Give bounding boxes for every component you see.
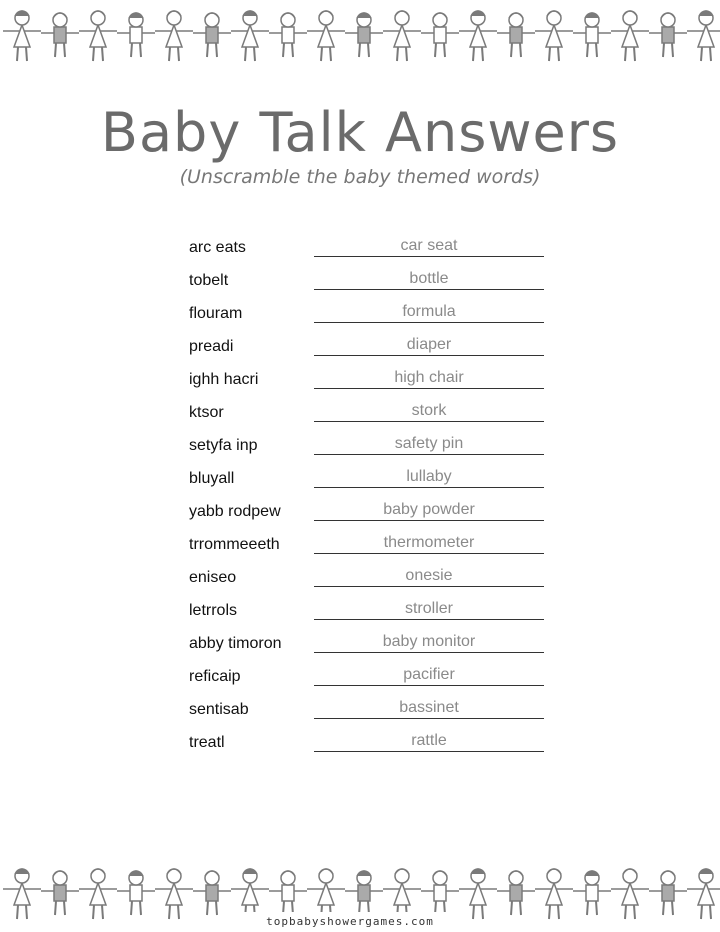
answer-line bbox=[314, 289, 544, 290]
answer-line bbox=[314, 652, 544, 653]
answer-line bbox=[314, 256, 544, 257]
child-figure-icon bbox=[383, 11, 421, 61]
scrambled-word: flouram bbox=[189, 305, 243, 322]
answer-line bbox=[314, 322, 544, 323]
answer-word: stork bbox=[411, 402, 447, 419]
child-figure-icon bbox=[3, 869, 41, 919]
list-item bbox=[0, 730, 720, 763]
answer-word: bottle bbox=[409, 270, 449, 287]
answer-line bbox=[314, 553, 544, 554]
answer-line bbox=[314, 718, 544, 719]
scrambled-word: letrrols bbox=[189, 602, 238, 619]
top-border-children bbox=[0, 2, 720, 68]
answer-word: formula bbox=[402, 303, 456, 320]
answer-word: pacifier bbox=[403, 666, 455, 683]
scrambled-word: treatl bbox=[189, 734, 225, 751]
child-figure-icon bbox=[687, 869, 720, 919]
list-item bbox=[0, 631, 720, 664]
child-figure-icon bbox=[117, 13, 155, 57]
answer-line bbox=[314, 619, 544, 620]
child-figure-icon bbox=[117, 871, 155, 915]
scrambled-word: trrommeeeth bbox=[189, 536, 280, 553]
scrambled-word: yabb rodpew bbox=[189, 503, 281, 520]
scrambled-word: arc eats bbox=[189, 239, 246, 256]
list-item bbox=[0, 532, 720, 565]
child-figure-icon bbox=[573, 871, 611, 915]
scrambled-word: tobelt bbox=[189, 272, 229, 289]
scrambled-word: preadi bbox=[189, 338, 234, 355]
scrambled-word: ktsor bbox=[189, 404, 224, 421]
child-figure-icon bbox=[459, 11, 497, 61]
answer-word: rattle bbox=[411, 732, 447, 749]
scrambled-word: bluyall bbox=[189, 470, 235, 487]
scrambled-word: reficaip bbox=[189, 668, 241, 685]
child-figure-icon bbox=[155, 11, 193, 61]
child-figure-icon bbox=[649, 871, 687, 915]
list-item bbox=[0, 664, 720, 697]
list-item bbox=[0, 598, 720, 631]
child-figure-icon bbox=[611, 869, 649, 919]
child-figure-icon bbox=[497, 871, 535, 915]
list-item bbox=[0, 367, 720, 400]
scrambled-word: abby timoron bbox=[189, 635, 282, 652]
children-holding-hands-icon bbox=[0, 2, 720, 68]
list-item bbox=[0, 697, 720, 730]
child-figure-icon bbox=[649, 13, 687, 57]
child-figure-icon bbox=[41, 871, 79, 915]
answer-line bbox=[314, 487, 544, 488]
child-figure-icon bbox=[687, 11, 720, 61]
footer-website: topbabyshowergames.com bbox=[228, 912, 472, 932]
scrambled-word: ighh hacri bbox=[189, 371, 259, 388]
answer-line bbox=[314, 454, 544, 455]
list-item bbox=[0, 235, 720, 268]
child-figure-icon bbox=[307, 11, 345, 61]
answer-word: onesie bbox=[405, 567, 453, 584]
child-figure-icon bbox=[269, 13, 307, 57]
page-title: Baby Talk Answers bbox=[100, 101, 620, 164]
answer-word: thermometer bbox=[383, 534, 475, 551]
child-figure-icon bbox=[79, 11, 117, 61]
answer-line bbox=[314, 355, 544, 356]
child-figure-icon bbox=[535, 869, 573, 919]
child-figure-icon bbox=[345, 13, 383, 57]
answer-line bbox=[314, 586, 544, 587]
child-figure-icon bbox=[3, 11, 41, 61]
child-figure-icon bbox=[269, 871, 307, 915]
answer-word: stroller bbox=[404, 600, 453, 617]
child-figure-icon bbox=[497, 13, 535, 57]
child-figure-icon bbox=[535, 11, 573, 61]
child-figure-icon bbox=[41, 13, 79, 57]
list-item bbox=[0, 499, 720, 532]
child-figure-icon bbox=[193, 871, 231, 915]
answer-word: baby monitor bbox=[382, 633, 476, 650]
child-figure-icon bbox=[421, 13, 459, 57]
list-item bbox=[0, 400, 720, 433]
list-item bbox=[0, 301, 720, 334]
answer-line bbox=[314, 421, 544, 422]
scrambled-word: sentisab bbox=[189, 701, 249, 718]
child-figure-icon bbox=[421, 871, 459, 915]
answer-word: baby powder bbox=[383, 501, 475, 518]
answer-line bbox=[314, 388, 544, 389]
list-item bbox=[0, 433, 720, 466]
answer-word: diaper bbox=[406, 336, 452, 353]
list-item bbox=[0, 268, 720, 301]
child-figure-icon bbox=[573, 13, 611, 57]
scrambled-word: eniseo bbox=[189, 569, 237, 586]
child-figure-icon bbox=[231, 11, 269, 61]
child-figure-icon bbox=[79, 869, 117, 919]
answer-word: safety pin bbox=[394, 435, 464, 452]
answer-line bbox=[314, 685, 544, 686]
list-item bbox=[0, 565, 720, 598]
page-subtitle: (Unscramble the baby themed words) bbox=[179, 166, 541, 188]
child-figure-icon bbox=[611, 11, 649, 61]
answer-word: high chair bbox=[394, 369, 464, 386]
answer-line bbox=[314, 520, 544, 521]
scrambled-word: setyfa inp bbox=[189, 437, 258, 454]
answer-word: lullaby bbox=[406, 468, 452, 485]
child-figure-icon bbox=[155, 869, 193, 919]
child-figure-icon bbox=[345, 871, 383, 915]
answer-word: bassinet bbox=[399, 699, 459, 716]
child-figure-icon bbox=[193, 13, 231, 57]
list-item bbox=[0, 334, 720, 367]
answer-word: car seat bbox=[400, 237, 458, 254]
list-item bbox=[0, 466, 720, 499]
answer-line bbox=[314, 751, 544, 752]
